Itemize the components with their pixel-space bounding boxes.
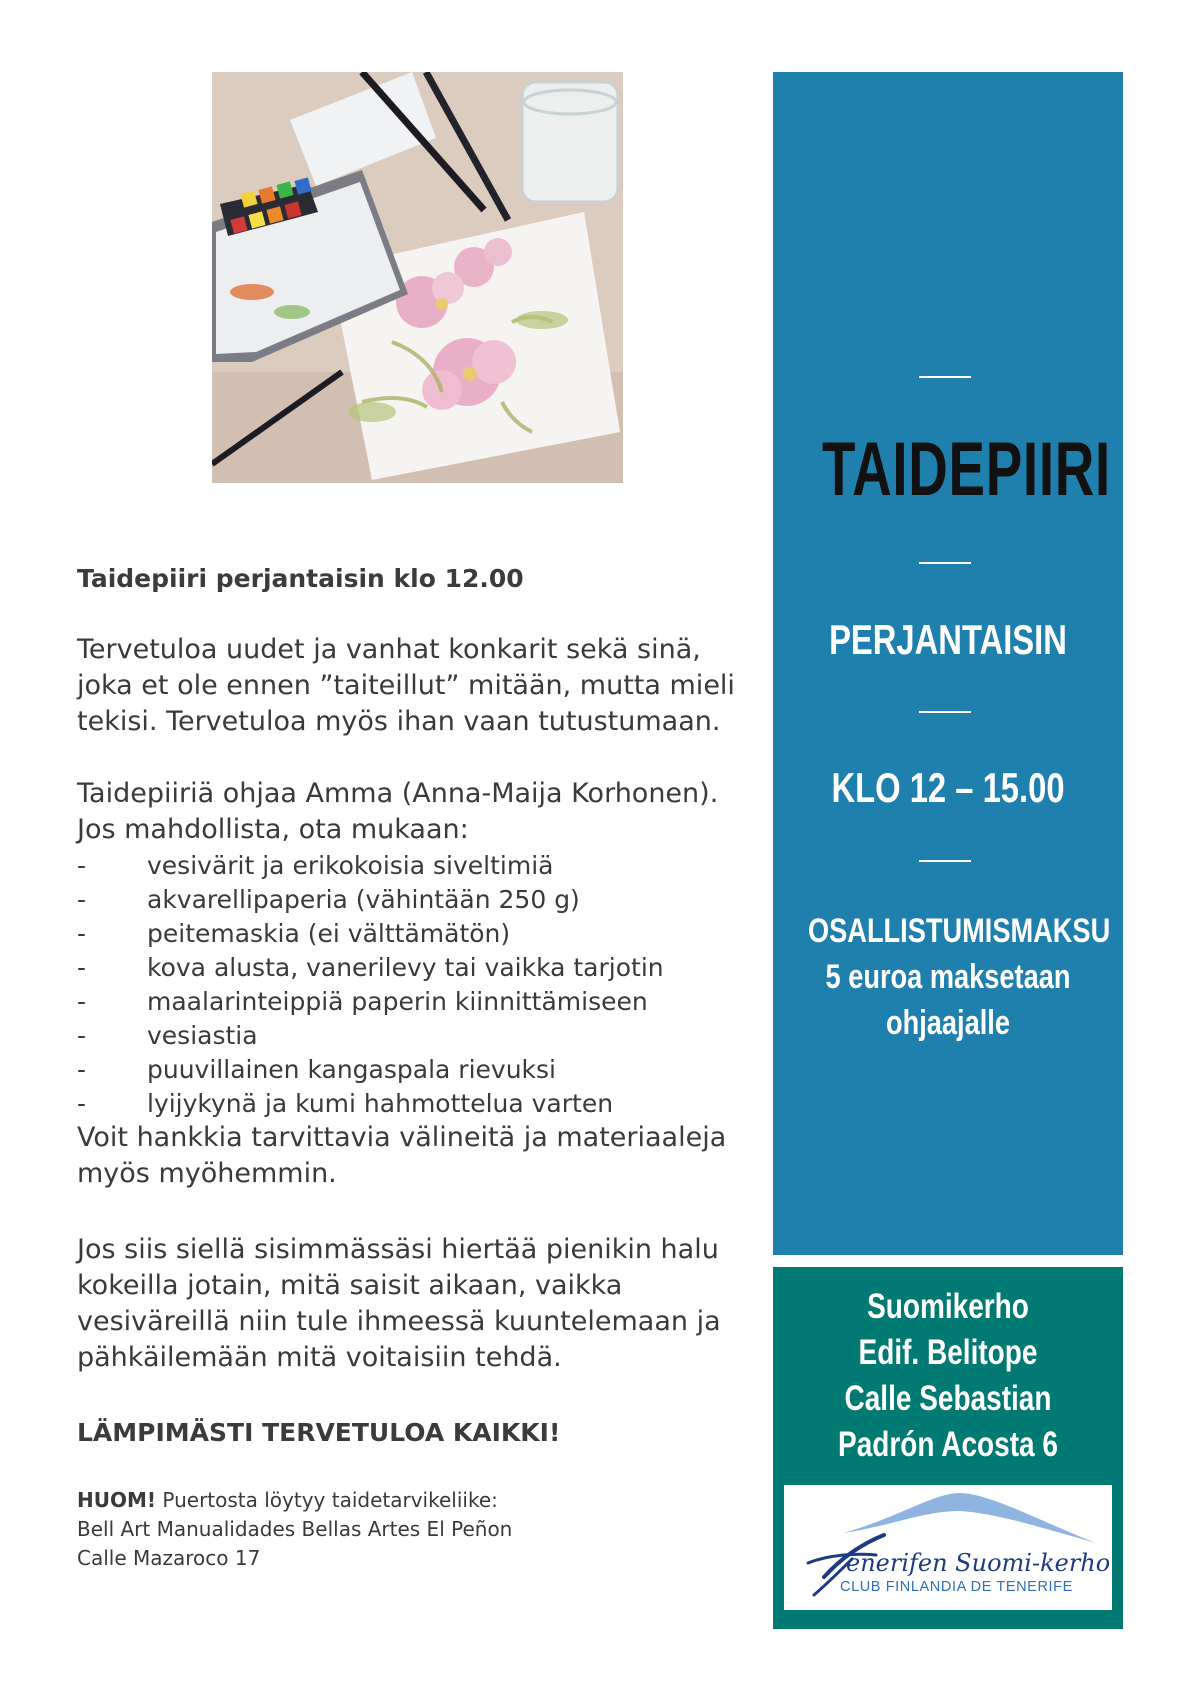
note-label: HUOM!: [77, 1488, 157, 1512]
encourage-line: vesiväreillä niin tule ihmeessä kuuntelemaan ja: [77, 1306, 721, 1337]
list-item: [77, 951, 664, 985]
later-line: Voit hankkia tarvittavia välineitä ja materiaaleja: [77, 1122, 727, 1153]
list-dash: -: [77, 851, 87, 880]
encourage-line: kokeilla jotain, mitä saisit aikaan, vaikka: [77, 1270, 623, 1301]
supply-text: vesiastia: [147, 1021, 258, 1050]
panel-days: PERJANTAISIN: [829, 616, 1067, 663]
logo-name: enerifen Suomi-kerho: [846, 1549, 1111, 1577]
encourage-line: pähkäilemään mitä voitaisiin tehdä.: [77, 1342, 562, 1373]
address-line: Padrón Acosta 6: [838, 1425, 1058, 1464]
panel-title: TAIDEPIIRI: [822, 427, 1111, 512]
watercolor-photo: [212, 72, 623, 483]
fee-line: ohjaajalle: [886, 1004, 1010, 1042]
watercolor-illustration: [212, 72, 623, 483]
shop-name: Bell Art Manualidades Bellas Artes El Peñon: [77, 1517, 513, 1541]
venue-address: [808, 1284, 1088, 1468]
shop-address: Calle Mazaroco 17: [77, 1546, 261, 1570]
list-dash: -: [77, 885, 87, 914]
supplies-list: [77, 849, 664, 1121]
panel-time: KLO 12 – 15.00: [831, 764, 1065, 811]
supply-text: akvarellipaperia (vähintään 250 g): [147, 885, 580, 914]
logo-subtitle: CLUB FINLANDIA DE TENERIFE: [840, 1579, 1073, 1595]
intro-paragraph: [77, 632, 735, 740]
supply-text: kova alusta, vanerilevy tai vaikka tarjotin: [147, 953, 664, 982]
instructor-line: Taidepiiriä ohjaa Amma (Anna-Maija Korhonen).: [77, 778, 719, 809]
shop-note-first-line: [77, 1486, 512, 1515]
list-dash: -: [77, 1021, 87, 1050]
divider: [919, 711, 971, 713]
later-line: myös myöhemmin.: [77, 1158, 337, 1189]
list-item: [77, 917, 664, 951]
event-heading: Taidepiiri perjantaisin klo 12.00: [77, 564, 524, 593]
divider: [919, 376, 971, 378]
list-dash: -: [77, 919, 87, 948]
fee-line: OSALLISTUMISMAKSU: [808, 912, 1111, 950]
list-item: [77, 883, 664, 917]
welcome-text: LÄMPIMÄSTI TERVETULOA KAIKKI!: [77, 1418, 561, 1447]
fee-line: 5 euroa maksetaan: [825, 958, 1071, 996]
address-line: Edif. Belitope: [858, 1333, 1038, 1372]
list-item: [77, 849, 664, 883]
address-line: Calle Sebastian: [844, 1379, 1052, 1418]
list-item: [77, 1019, 664, 1053]
note-text: Puertosta löytyy taidetarvikeliike:: [156, 1488, 498, 1512]
intro-line: tekisi. Tervetuloa myös ihan vaan tutustumaan.: [77, 706, 721, 737]
list-dash: -: [77, 987, 87, 1016]
list-item: [77, 1087, 664, 1121]
supply-text: peitemaskia (ei välttämätön): [147, 919, 511, 948]
divider: [919, 860, 971, 862]
supply-text: lyijykynä ja kumi hahmottelua varten: [147, 1089, 614, 1118]
supply-text: puuvillainen kangaspala rievuksi: [147, 1055, 556, 1084]
supply-text: maalarinteippiä paperin kiinnittämiseen: [147, 987, 648, 1016]
intro-line: joka et ole ennen ”taiteillut” mitään, mutta mieli: [77, 670, 735, 701]
list-dash: -: [77, 1089, 87, 1118]
divider: [919, 562, 971, 564]
supply-text: vesivärit ja erikokoisia siveltimiä: [147, 851, 554, 880]
club-logo: [784, 1485, 1112, 1610]
later-paragraph: [77, 1120, 726, 1192]
encourage-line: Jos siis siellä sisimmässäsi hiertää pienikin halu: [77, 1234, 719, 1265]
address-line: Suomikerho: [867, 1287, 1029, 1326]
list-dash: -: [77, 1055, 87, 1084]
instructor-paragraph: [77, 776, 718, 848]
list-dash: -: [77, 953, 87, 982]
list-item: [77, 985, 664, 1019]
shop-note: [77, 1486, 512, 1573]
instructor-line: Jos mahdollista, ota mukaan:: [77, 814, 469, 845]
list-item: [77, 1053, 664, 1087]
intro-line: Tervetuloa uudet ja vanhat konkarit sekä sinä,: [77, 634, 701, 665]
panel-fee: [808, 908, 1111, 1046]
encourage-paragraph: [77, 1232, 721, 1376]
